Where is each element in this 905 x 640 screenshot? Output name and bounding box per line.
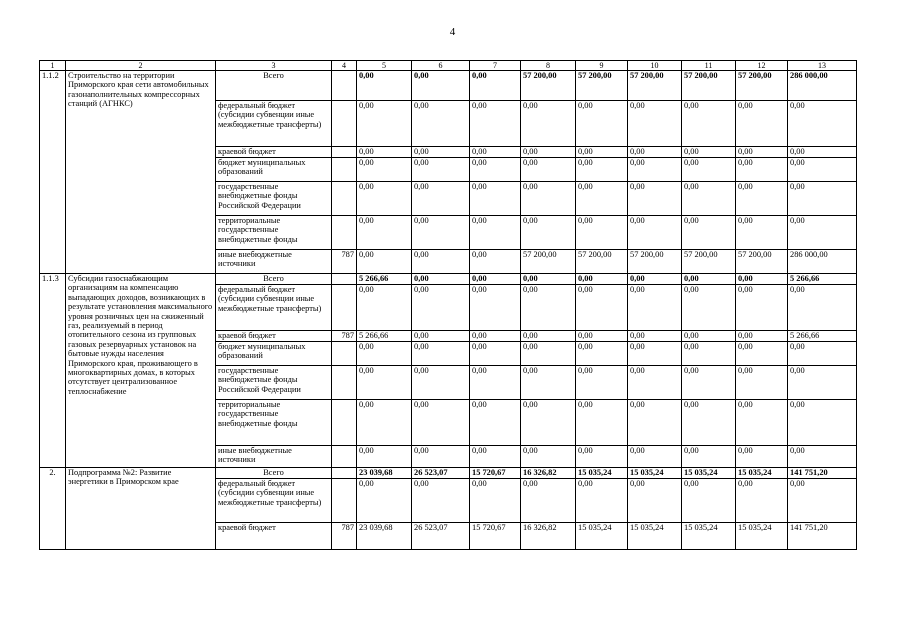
- item-name: Подпрограмма №2: Развитие энергетики в Приморском крае: [66, 468, 216, 550]
- budget-code: [332, 400, 357, 446]
- amount-cell: 141 751,20: [788, 523, 857, 550]
- budget-code: [332, 274, 357, 285]
- amount-cell: 0,00: [470, 216, 521, 250]
- amount-cell: 0,00: [682, 342, 736, 366]
- funding-source: федеральный бюджет (субсидии субвенции иные межбюджетные трансферты): [216, 479, 332, 523]
- amount-cell: 15 035,24: [682, 468, 736, 479]
- item-number: 1.1.2: [40, 71, 66, 274]
- amount-cell: 57 200,00: [628, 71, 682, 101]
- amount-cell: 0,00: [576, 274, 628, 285]
- amount-cell: 0,00: [470, 285, 521, 331]
- amount-cell: 0,00: [412, 479, 470, 523]
- amount-cell: 15 035,24: [736, 523, 788, 550]
- column-number: 7: [470, 61, 521, 71]
- amount-cell: 0,00: [576, 158, 628, 182]
- funding-source: федеральный бюджет (субсидии субвенции иные межбюджетные трансферты): [216, 285, 332, 331]
- amount-cell: 0,00: [788, 400, 857, 446]
- item-number: 1.1.3: [40, 274, 66, 468]
- amount-cell: 0,00: [470, 158, 521, 182]
- column-number: 13: [788, 61, 857, 71]
- amount-cell: 0,00: [412, 71, 470, 101]
- amount-cell: 0,00: [682, 366, 736, 400]
- amount-cell: 0,00: [412, 331, 470, 342]
- amount-cell: 0,00: [788, 446, 857, 468]
- amount-cell: 0,00: [412, 216, 470, 250]
- funding-source: территориальные государственные внебюджетные фонды: [216, 216, 332, 250]
- amount-cell: 0,00: [736, 366, 788, 400]
- budget-code: [332, 366, 357, 400]
- amount-cell: 0,00: [412, 274, 470, 285]
- amount-cell: 0,00: [576, 285, 628, 331]
- amount-cell: 0,00: [521, 158, 576, 182]
- amount-cell: 0,00: [576, 366, 628, 400]
- amount-cell: 0,00: [788, 342, 857, 366]
- amount-cell: 0,00: [521, 446, 576, 468]
- column-number: 8: [521, 61, 576, 71]
- amount-cell: 0,00: [628, 147, 682, 158]
- amount-cell: 0,00: [470, 366, 521, 400]
- budget-code: [332, 71, 357, 101]
- budget-code: [332, 147, 357, 158]
- amount-cell: 0,00: [788, 479, 857, 523]
- amount-cell: 0,00: [736, 182, 788, 216]
- table-row: [40, 71, 857, 101]
- column-number: 2: [66, 61, 216, 71]
- column-number: 5: [357, 61, 412, 71]
- amount-cell: 0,00: [470, 446, 521, 468]
- amount-cell: 0,00: [412, 182, 470, 216]
- amount-cell: 23 039,68: [357, 523, 412, 550]
- amount-cell: 16 326,82: [521, 468, 576, 479]
- amount-cell: 0,00: [470, 331, 521, 342]
- amount-cell: 15 720,67: [470, 523, 521, 550]
- amount-cell: 0,00: [628, 285, 682, 331]
- amount-cell: 0,00: [357, 147, 412, 158]
- budget-code: [332, 285, 357, 331]
- budget-code: [332, 342, 357, 366]
- funding-source: государственные внебюджетные фонды Российской Федерации: [216, 182, 332, 216]
- amount-cell: 0,00: [357, 446, 412, 468]
- item-name: Строительство на территории Приморского края сети автомобильных газонаполнительных компрессорных станций (АГНКС): [66, 71, 216, 274]
- amount-cell: 0,00: [357, 250, 412, 274]
- item-number: 2.: [40, 468, 66, 550]
- amount-cell: 0,00: [357, 182, 412, 216]
- amount-cell: 0,00: [682, 147, 736, 158]
- amount-cell: 0,00: [788, 285, 857, 331]
- amount-cell: 0,00: [788, 182, 857, 216]
- amount-cell: 0,00: [412, 101, 470, 147]
- amount-cell: 57 200,00: [682, 71, 736, 101]
- amount-cell: 0,00: [628, 101, 682, 147]
- amount-cell: 0,00: [521, 285, 576, 331]
- column-number-row: [40, 61, 857, 71]
- column-number: 6: [412, 61, 470, 71]
- amount-cell: 0,00: [576, 400, 628, 446]
- funding-source: Всего: [216, 71, 332, 101]
- amount-cell: 57 200,00: [628, 250, 682, 274]
- amount-cell: 0,00: [357, 216, 412, 250]
- amount-cell: 0,00: [521, 366, 576, 400]
- amount-cell: 0,00: [682, 158, 736, 182]
- amount-cell: 0,00: [357, 366, 412, 400]
- budget-code: [332, 216, 357, 250]
- funding-source: бюджет муниципальных образований: [216, 342, 332, 366]
- column-number: 3: [216, 61, 332, 71]
- amount-cell: 0,00: [412, 366, 470, 400]
- amount-cell: 0,00: [736, 479, 788, 523]
- funding-source: краевой бюджет: [216, 331, 332, 342]
- amount-cell: 0,00: [470, 342, 521, 366]
- funding-source: государственные внебюджетные фонды Российской Федерации: [216, 366, 332, 400]
- funding-source: федеральный бюджет (субсидии субвенции иные межбюджетные трансферты): [216, 101, 332, 147]
- amount-cell: 0,00: [682, 331, 736, 342]
- amount-cell: 0,00: [682, 274, 736, 285]
- amount-cell: 0,00: [576, 331, 628, 342]
- budget-code: [332, 446, 357, 468]
- column-number: 11: [682, 61, 736, 71]
- amount-cell: 0,00: [576, 216, 628, 250]
- amount-cell: 0,00: [628, 216, 682, 250]
- amount-cell: 0,00: [521, 101, 576, 147]
- amount-cell: 15 035,24: [628, 468, 682, 479]
- amount-cell: 16 326,82: [521, 523, 576, 550]
- amount-cell: 15 035,24: [576, 468, 628, 479]
- amount-cell: 0,00: [682, 479, 736, 523]
- amount-cell: 0,00: [470, 274, 521, 285]
- amount-cell: 0,00: [628, 331, 682, 342]
- amount-cell: 0,00: [788, 147, 857, 158]
- amount-cell: 0,00: [470, 182, 521, 216]
- budget-code: [332, 479, 357, 523]
- amount-cell: 0,00: [470, 101, 521, 147]
- column-number: 12: [736, 61, 788, 71]
- amount-cell: 0,00: [521, 342, 576, 366]
- amount-cell: 0,00: [521, 216, 576, 250]
- item-name: Субсидии газоснабжающим организациям на компенсацию выпадающих доходов, возникающих в результате установления максимального уровня розничных цен на сжиженный газ, реализуемый в период отопительного сезона из групповых газовых резервуарных установок на бытовые нужды населения Приморского края, проживающего в многоквартирных домах, в которых отсутствует централизованное теплоснабжение: [66, 274, 216, 468]
- amount-cell: 0,00: [628, 274, 682, 285]
- amount-cell: 0,00: [682, 285, 736, 331]
- amount-cell: 0,00: [736, 446, 788, 468]
- amount-cell: 26 523,07: [412, 523, 470, 550]
- budget-table: [39, 60, 857, 550]
- amount-cell: 0,00: [682, 216, 736, 250]
- amount-cell: 286 000,00: [788, 250, 857, 274]
- amount-cell: 15 035,24: [628, 523, 682, 550]
- amount-cell: 0,00: [470, 400, 521, 446]
- funding-source: краевой бюджет: [216, 147, 332, 158]
- amount-cell: 0,00: [357, 101, 412, 147]
- amount-cell: 0,00: [576, 182, 628, 216]
- amount-cell: 0,00: [357, 400, 412, 446]
- amount-cell: 0,00: [576, 147, 628, 158]
- amount-cell: 0,00: [357, 158, 412, 182]
- amount-cell: 57 200,00: [521, 71, 576, 101]
- amount-cell: 0,00: [628, 479, 682, 523]
- amount-cell: 0,00: [788, 101, 857, 147]
- page-number: 4: [449, 26, 456, 38]
- budget-code: [332, 468, 357, 479]
- amount-cell: 0,00: [682, 400, 736, 446]
- amount-cell: 0,00: [736, 216, 788, 250]
- budget-code: [332, 158, 357, 182]
- amount-cell: 0,00: [357, 342, 412, 366]
- amount-cell: 0,00: [470, 250, 521, 274]
- amount-cell: 0,00: [736, 331, 788, 342]
- amount-cell: 0,00: [628, 400, 682, 446]
- amount-cell: 0,00: [628, 158, 682, 182]
- amount-cell: 26 523,07: [412, 468, 470, 479]
- amount-cell: 0,00: [470, 479, 521, 523]
- amount-cell: 0,00: [736, 101, 788, 147]
- table-row: [40, 468, 857, 479]
- amount-cell: 0,00: [736, 274, 788, 285]
- amount-cell: 0,00: [521, 182, 576, 216]
- column-number: 1: [40, 61, 66, 71]
- funding-source: краевой бюджет: [216, 523, 332, 550]
- budget-code: [332, 101, 357, 147]
- amount-cell: 15 035,24: [736, 468, 788, 479]
- amount-cell: 0,00: [412, 158, 470, 182]
- amount-cell: 0,00: [521, 331, 576, 342]
- amount-cell: 0,00: [736, 400, 788, 446]
- amount-cell: 5 266,66: [357, 331, 412, 342]
- amount-cell: 0,00: [628, 446, 682, 468]
- amount-cell: 0,00: [412, 446, 470, 468]
- amount-cell: 57 200,00: [736, 71, 788, 101]
- amount-cell: 23 039,68: [357, 468, 412, 479]
- amount-cell: 5 266,66: [357, 274, 412, 285]
- amount-cell: 0,00: [788, 158, 857, 182]
- amount-cell: 0,00: [628, 342, 682, 366]
- amount-cell: 15 035,24: [682, 523, 736, 550]
- amount-cell: 286 000,00: [788, 71, 857, 101]
- amount-cell: 0,00: [628, 366, 682, 400]
- amount-cell: 57 200,00: [682, 250, 736, 274]
- amount-cell: 0,00: [412, 147, 470, 158]
- budget-code: 787: [332, 523, 357, 550]
- funding-source: бюджет муниципальных образований: [216, 158, 332, 182]
- amount-cell: 141 751,20: [788, 468, 857, 479]
- budget-code: 787: [332, 331, 357, 342]
- amount-cell: 5 266,66: [788, 331, 857, 342]
- budget-code: 787: [332, 250, 357, 274]
- table-row: [40, 274, 857, 285]
- amount-cell: 0,00: [736, 342, 788, 366]
- amount-cell: 0,00: [736, 158, 788, 182]
- amount-cell: 0,00: [357, 285, 412, 331]
- funding-source: территориальные государственные внебюджетные фонды: [216, 400, 332, 446]
- amount-cell: 0,00: [521, 147, 576, 158]
- amount-cell: 15 720,67: [470, 468, 521, 479]
- amount-cell: 0,00: [682, 182, 736, 216]
- column-number: 4: [332, 61, 357, 71]
- funding-source: иные внебюджетные источники: [216, 250, 332, 274]
- amount-cell: 0,00: [470, 71, 521, 101]
- funding-source: Всего: [216, 274, 332, 285]
- budget-code: [332, 182, 357, 216]
- amount-cell: 15 035,24: [576, 523, 628, 550]
- amount-cell: 0,00: [736, 147, 788, 158]
- amount-cell: 5 266,66: [788, 274, 857, 285]
- amount-cell: 0,00: [412, 285, 470, 331]
- amount-cell: 0,00: [576, 101, 628, 147]
- amount-cell: 0,00: [576, 479, 628, 523]
- column-number: 9: [576, 61, 628, 71]
- amount-cell: 0,00: [521, 400, 576, 446]
- amount-cell: 0,00: [576, 342, 628, 366]
- amount-cell: 0,00: [412, 400, 470, 446]
- amount-cell: 0,00: [788, 216, 857, 250]
- column-number: 10: [628, 61, 682, 71]
- amount-cell: 0,00: [412, 342, 470, 366]
- funding-source: Всего: [216, 468, 332, 479]
- amount-cell: 0,00: [412, 250, 470, 274]
- amount-cell: 0,00: [357, 71, 412, 101]
- amount-cell: 57 200,00: [736, 250, 788, 274]
- amount-cell: 0,00: [521, 479, 576, 523]
- amount-cell: 57 200,00: [576, 250, 628, 274]
- amount-cell: 0,00: [682, 446, 736, 468]
- funding-source: иные внебюджетные источники: [216, 446, 332, 468]
- amount-cell: 57 200,00: [576, 71, 628, 101]
- amount-cell: 0,00: [628, 182, 682, 216]
- amount-cell: 57 200,00: [521, 250, 576, 274]
- amount-cell: 0,00: [470, 147, 521, 158]
- amount-cell: 0,00: [357, 479, 412, 523]
- amount-cell: 0,00: [521, 274, 576, 285]
- amount-cell: 0,00: [788, 366, 857, 400]
- amount-cell: 0,00: [576, 446, 628, 468]
- amount-cell: 0,00: [736, 285, 788, 331]
- amount-cell: 0,00: [682, 101, 736, 147]
